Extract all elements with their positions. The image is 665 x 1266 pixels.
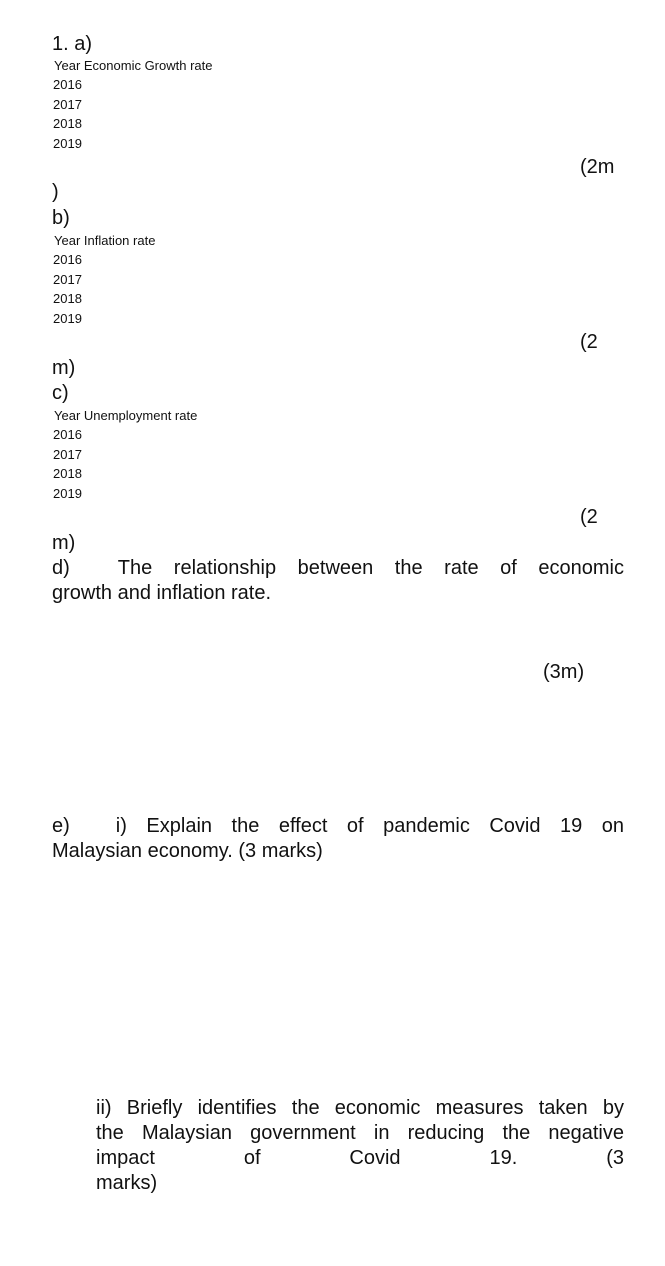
question-b-heading: b) bbox=[52, 207, 70, 229]
question-b-marks-continued: m) bbox=[52, 357, 76, 379]
question-e-ii-line-3 bbox=[96, 1146, 624, 1171]
question-a-marks: (2m bbox=[580, 156, 615, 178]
year-cell: 2017 bbox=[53, 446, 82, 462]
question-e-ii-marks: (3 bbox=[606, 1147, 624, 1169]
question-c-year-list bbox=[53, 425, 82, 503]
question-e-ii-text bbox=[96, 1096, 624, 1196]
question-c-marks: (2 bbox=[580, 506, 598, 528]
year-cell: 2017 bbox=[53, 96, 82, 112]
year-cell: 2018 bbox=[53, 291, 82, 306]
year-cell: 2018 bbox=[53, 116, 82, 131]
question-b-marks: (2 bbox=[580, 331, 598, 353]
question-e-label: e) bbox=[52, 815, 70, 837]
question-d-text bbox=[52, 556, 624, 606]
question-a-marks-continued: ) bbox=[52, 181, 59, 203]
question-e-i-line-1 bbox=[52, 814, 624, 839]
question-b-table-header: Year Inflation rate bbox=[54, 233, 156, 248]
question-e-i-first-line: Explain the effect of pandemic Covid 19 on bbox=[146, 815, 624, 837]
question-a-table-header: Year Economic Growth rate bbox=[54, 58, 213, 73]
question-d-first-line: The relationship between the rate of economic bbox=[117, 557, 624, 579]
year-cell: 2016 bbox=[53, 252, 82, 267]
question-c-heading: c) bbox=[52, 382, 69, 404]
question-e-ii-line-3-text: impact of Covid 19. bbox=[96, 1147, 518, 1169]
question-d-marks: (3m) bbox=[543, 661, 585, 683]
year-cell: 2016 bbox=[53, 77, 82, 92]
year-cell: 2016 bbox=[53, 427, 82, 442]
year-cell: 2019 bbox=[53, 135, 82, 151]
year-cell: 2018 bbox=[53, 466, 82, 481]
question-a-heading: 1. a) bbox=[52, 33, 93, 55]
question-a-year-list bbox=[53, 75, 82, 153]
question-b-year-list bbox=[53, 250, 82, 328]
question-c-table-header: Year Unemployment rate bbox=[54, 408, 198, 423]
question-d-line-1 bbox=[52, 556, 624, 581]
year-cell: 2019 bbox=[53, 310, 82, 326]
year-cell: 2019 bbox=[53, 485, 82, 501]
question-d-label: d) bbox=[52, 557, 70, 579]
question-d-second-line: growth and inflation rate. bbox=[52, 582, 272, 604]
question-e-ii-line-1: ii) Briefly identifies the economic measures taken by bbox=[96, 1097, 624, 1119]
question-e-ii-line-4: marks) bbox=[96, 1172, 158, 1194]
question-e-i-text bbox=[52, 814, 624, 864]
question-e-i-second-line: Malaysian economy. (3 marks) bbox=[52, 840, 323, 862]
question-c-marks-continued: m) bbox=[52, 532, 76, 554]
question-e-i-label: i) bbox=[115, 815, 127, 837]
year-cell: 2017 bbox=[53, 271, 82, 287]
question-e-ii-line-2: the Malaysian government in reducing the negative bbox=[96, 1122, 624, 1144]
